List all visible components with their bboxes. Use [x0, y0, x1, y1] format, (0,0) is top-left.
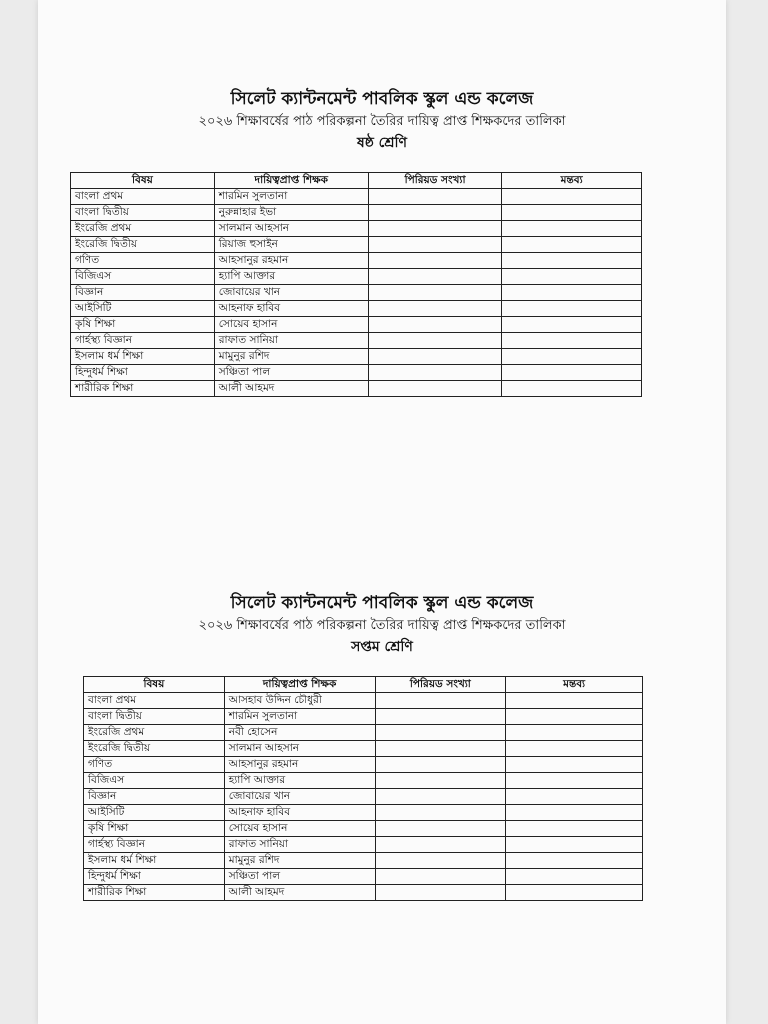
periods-cell — [368, 333, 502, 349]
remarks-cell — [502, 253, 642, 269]
subject-cell: শারীরিক শিক্ষা — [71, 381, 215, 397]
teacher-cell: সোয়েব হাসান — [224, 821, 375, 837]
remarks-cell — [506, 837, 643, 853]
table-row — [71, 365, 642, 381]
periods-cell — [368, 205, 502, 221]
teacher-cell: নুরুন্নাহার ইভা — [214, 205, 368, 221]
teacher-cell: আলী আহমদ — [224, 885, 375, 901]
periods-cell — [375, 693, 506, 709]
column-header-remarks: মন্তব্য — [502, 173, 642, 189]
table-row — [84, 853, 643, 869]
periods-cell — [368, 221, 502, 237]
remarks-cell — [506, 821, 643, 837]
table-row — [71, 269, 642, 285]
periods-cell — [375, 709, 506, 725]
periods-cell — [375, 869, 506, 885]
column-header-remarks: মন্তব্য — [506, 677, 643, 693]
remarks-cell — [502, 317, 642, 333]
column-header-periods: পিরিয়ড সংখ্যা — [375, 677, 506, 693]
periods-cell — [368, 365, 502, 381]
teacher-cell: আহসানুর রহমান — [214, 253, 368, 269]
periods-cell — [368, 237, 502, 253]
remarks-cell — [502, 221, 642, 237]
column-header-periods: পিরিয়ড সংখ্যা — [368, 173, 502, 189]
table-row — [71, 237, 642, 253]
remarks-cell — [502, 333, 642, 349]
remarks-cell — [502, 381, 642, 397]
table-header-row — [84, 677, 643, 693]
subject-cell: বাংলা দ্বিতীয় — [84, 709, 225, 725]
teacher-cell: শারমিন সুলতানা — [224, 709, 375, 725]
table-row — [84, 693, 643, 709]
remarks-cell — [502, 189, 642, 205]
remarks-cell — [506, 805, 643, 821]
periods-cell — [368, 381, 502, 397]
teacher-cell: হ্যাপি আক্তার — [214, 269, 368, 285]
subject-cell: বিজিএস — [71, 269, 215, 285]
table-row — [84, 709, 643, 725]
subject-cell: বাংলা প্রথম — [71, 189, 215, 205]
table-row — [71, 317, 642, 333]
subject-cell: বাংলা দ্বিতীয় — [71, 205, 215, 221]
document-page — [38, 0, 726, 1024]
subject-cell: হিন্দুধর্ম শিক্ষা — [71, 365, 215, 381]
teacher-table — [70, 172, 642, 397]
teacher-cell: আহসানুর রহমান — [224, 757, 375, 773]
table-row — [84, 773, 643, 789]
teacher-cell: নবী হোসেন — [224, 725, 375, 741]
class-seven-section — [38, 592, 726, 898]
class-title: ষষ্ঠ শ্রেণি — [356, 135, 408, 151]
teacher-cell: জোবায়ের খান — [224, 789, 375, 805]
subject-cell: ইংরেজি দ্বিতীয় — [84, 741, 225, 757]
remarks-cell — [506, 789, 643, 805]
periods-cell — [368, 269, 502, 285]
teacher-cell: আহনাফ হাবিব — [224, 805, 375, 821]
table-row — [71, 205, 642, 221]
table-row — [84, 725, 643, 741]
periods-cell — [368, 189, 502, 205]
periods-cell — [375, 805, 506, 821]
table-row — [71, 285, 642, 301]
periods-cell — [375, 741, 506, 757]
column-header-subject: বিষয় — [71, 173, 215, 189]
subject-cell: ইংরেজি দ্বিতীয় — [71, 237, 215, 253]
periods-cell — [375, 757, 506, 773]
remarks-cell — [502, 349, 642, 365]
remarks-cell — [502, 237, 642, 253]
subject-cell: হিন্দুধর্ম শিক্ষা — [84, 869, 225, 885]
periods-cell — [368, 349, 502, 365]
column-header-teacher: দায়িত্বপ্রাপ্ত শিক্ষক — [224, 677, 375, 693]
subject-cell: আইসিটি — [84, 805, 225, 821]
table-row — [84, 805, 643, 821]
periods-cell — [368, 253, 502, 269]
periods-cell — [368, 317, 502, 333]
periods-cell — [375, 837, 506, 853]
teacher-cell: সঞ্চিতা পাল — [224, 869, 375, 885]
school-name: সিলেট ক্যান্টনমেন্ট পাবলিক স্কুল এন্ড কলেজ — [230, 89, 534, 109]
table-row — [71, 221, 642, 237]
column-header-teacher: দায়িত্বপ্রাপ্ত শিক্ষক — [214, 173, 368, 189]
teacher-cell: সালমান আহসান — [214, 221, 368, 237]
teacher-cell: রাফাত সানিয়া — [214, 333, 368, 349]
remarks-cell — [506, 725, 643, 741]
teacher-cell: সঞ্চিতা পাল — [214, 365, 368, 381]
subject-cell: বিজিএস — [84, 773, 225, 789]
table-row — [84, 757, 643, 773]
table-row — [84, 741, 643, 757]
remarks-cell — [502, 285, 642, 301]
teacher-cell: সালমান আহসান — [224, 741, 375, 757]
teacher-cell: হ্যাপি আক্তার — [224, 773, 375, 789]
periods-cell — [375, 773, 506, 789]
subject-cell: কৃষি শিক্ষা — [84, 821, 225, 837]
periods-cell — [368, 285, 502, 301]
table-row — [71, 349, 642, 365]
table-header-row — [71, 173, 642, 189]
teacher-cell: আসহাব উদ্দিন চৌধুরী — [224, 693, 375, 709]
remarks-cell — [506, 693, 643, 709]
subject-cell: শারীরিক শিক্ষা — [84, 885, 225, 901]
table-row — [71, 381, 642, 397]
teacher-cell: আলী আহমদ — [214, 381, 368, 397]
subject-cell: বাংলা প্রথম — [84, 693, 225, 709]
subject-cell: গণিত — [71, 253, 215, 269]
subject-cell: গার্হস্থ্য বিজ্ঞান — [71, 333, 215, 349]
table-row — [84, 821, 643, 837]
remarks-cell — [502, 205, 642, 221]
class-title: সপ্তম শ্রেণি — [351, 639, 413, 655]
subject-cell: ইসলাম ধর্ম শিক্ষা — [71, 349, 215, 365]
periods-cell — [375, 853, 506, 869]
subject-cell: ইংরেজি প্রথম — [71, 221, 215, 237]
teacher-cell: জোবায়ের খান — [214, 285, 368, 301]
remarks-cell — [506, 853, 643, 869]
periods-cell — [375, 885, 506, 901]
periods-cell — [375, 725, 506, 741]
subject-cell: আইসিটি — [71, 301, 215, 317]
periods-cell — [375, 789, 506, 805]
teacher-cell: শারমিন সুলতানা — [214, 189, 368, 205]
remarks-cell — [506, 869, 643, 885]
table-row — [84, 789, 643, 805]
periods-cell — [368, 301, 502, 317]
remarks-cell — [506, 773, 643, 789]
teacher-cell: রাফাত সানিয়া — [224, 837, 375, 853]
subject-cell: বিজ্ঞান — [71, 285, 215, 301]
periods-cell — [375, 821, 506, 837]
table-row — [71, 189, 642, 205]
table-row — [71, 333, 642, 349]
teacher-cell: আহনাফ হাবিব — [214, 301, 368, 317]
document-subtitle: ২০২৬ শিক্ষাবর্ষের পাঠ পরিকল্পনা তৈরির দায়িত্ব প্রাপ্ত শিক্ষকদের তালিকা — [198, 618, 566, 633]
subject-cell: গার্হস্থ্য বিজ্ঞান — [84, 837, 225, 853]
remarks-cell — [506, 709, 643, 725]
remarks-cell — [502, 269, 642, 285]
column-header-subject: বিষয় — [84, 677, 225, 693]
remarks-cell — [502, 365, 642, 381]
teacher-cell: মামুনুর রশিদ — [224, 853, 375, 869]
table-row — [71, 301, 642, 317]
school-name: সিলেট ক্যান্টনমেন্ট পাবলিক স্কুল এন্ড কলেজ — [230, 593, 534, 613]
subject-cell: ইসলাম ধর্ম শিক্ষা — [84, 853, 225, 869]
remarks-cell — [506, 741, 643, 757]
remarks-cell — [502, 301, 642, 317]
document-subtitle: ২০২৬ শিক্ষাবর্ষের পাঠ পরিকল্পনা তৈরির দায়িত্ব প্রাপ্ত শিক্ষকদের তালিকা — [198, 114, 566, 129]
subject-cell: কৃষি শিক্ষা — [71, 317, 215, 333]
remarks-cell — [506, 885, 643, 901]
table-row — [84, 837, 643, 853]
subject-cell: ইংরেজি প্রথম — [84, 725, 225, 741]
teacher-cell: সোয়েব হাসান — [214, 317, 368, 333]
teacher-cell: রিয়াজ হুসাইন — [214, 237, 368, 253]
table-row — [71, 253, 642, 269]
subject-cell: গণিত — [84, 757, 225, 773]
subject-cell: বিজ্ঞান — [84, 789, 225, 805]
table-row — [84, 869, 643, 885]
class-six-section — [38, 88, 726, 394]
remarks-cell — [506, 757, 643, 773]
teacher-cell: মামুনুর রশিদ — [214, 349, 368, 365]
teacher-table — [83, 676, 643, 901]
table-row — [84, 885, 643, 901]
